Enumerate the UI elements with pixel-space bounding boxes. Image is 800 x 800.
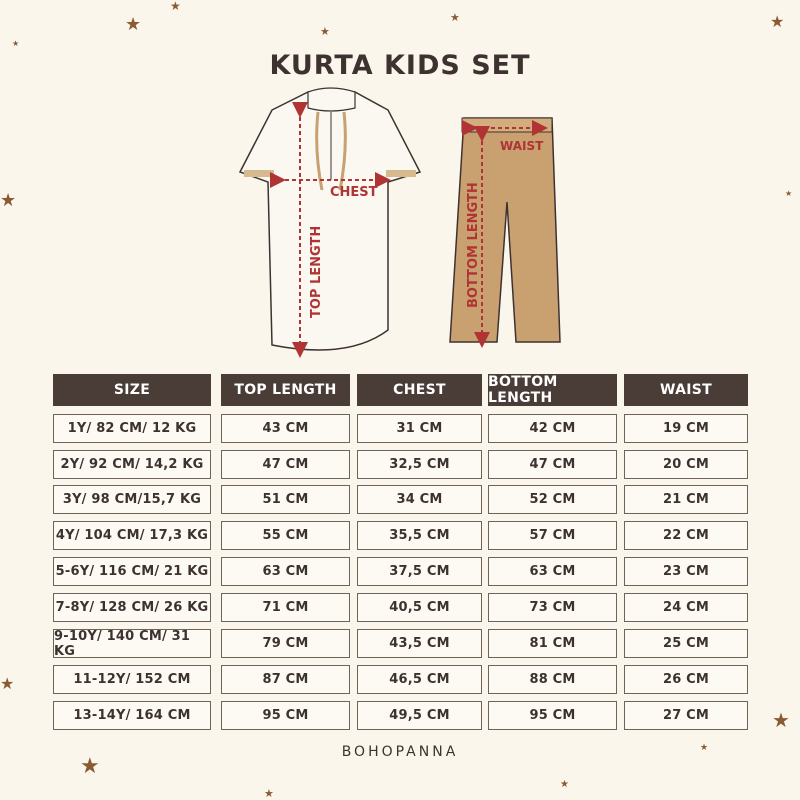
table-cell: 27 CM [624, 701, 748, 730]
table-cell: 42 CM [488, 414, 617, 443]
table-cell: 88 CM [488, 665, 617, 694]
table-cell: 34 CM [357, 485, 482, 514]
table-cell: 81 CM [488, 629, 617, 658]
table-cell: 24 CM [624, 593, 748, 622]
page-title: KURTA KIDS SET [269, 50, 531, 81]
table-cell: 46,5 CM [357, 665, 482, 694]
header-chest: CHEST [357, 374, 482, 406]
table-cell: 43,5 CM [357, 629, 482, 658]
table-cell: 3Y/ 98 CM/15,7 KG [53, 485, 211, 514]
chest-label: CHEST [330, 185, 378, 200]
star-icon: ★ [560, 779, 569, 790]
table-cell: 23 CM [624, 557, 748, 586]
table-cell: 71 CM [221, 593, 350, 622]
table-cell: 7-8Y/ 128 CM/ 26 KG [53, 593, 211, 622]
table-cell: 26 CM [624, 665, 748, 694]
table-cell: 95 CM [488, 701, 617, 730]
table-cell: 43 CM [221, 414, 350, 443]
waist-label: WAIST [500, 139, 544, 153]
kurta-illustration [240, 88, 420, 350]
table-cell: 52 CM [488, 485, 617, 514]
table-cell: 51 CM [221, 485, 350, 514]
table-cell: 63 CM [221, 557, 350, 586]
table-cell: 49,5 CM [357, 701, 482, 730]
star-icon: ★ [700, 743, 709, 753]
brand-name: BOHOPANNA [341, 744, 459, 760]
star-icon: ★ [450, 11, 460, 24]
table-cell: 40,5 CM [357, 593, 482, 622]
table-cell: 47 CM [221, 450, 350, 479]
table-cell: 25 CM [624, 629, 748, 658]
table-cell: 13-14Y/ 164 CM [53, 701, 211, 730]
table-cell: 32,5 CM [357, 450, 482, 479]
bottom-length-label: BOTTOM LENGTH [466, 182, 481, 308]
table-cell: 1Y/ 82 CM/ 12 KG [53, 414, 211, 443]
header-top-length: TOP LENGTH [221, 374, 350, 406]
table-cell: 73 CM [488, 593, 617, 622]
top-length-label: TOP LENGTH [309, 225, 324, 318]
star-icon: ★ [264, 787, 274, 800]
table-cell: 63 CM [488, 557, 617, 586]
table-cell: 79 CM [221, 629, 350, 658]
header-waist: WAIST [624, 374, 748, 406]
table-cell: 19 CM [624, 414, 748, 443]
star-icon: ★ [12, 39, 20, 48]
star-icon: ★ [770, 12, 785, 31]
table-cell: 2Y/ 92 CM/ 14,2 KG [53, 450, 211, 479]
table-cell: 4Y/ 104 CM/ 17,3 KG [53, 521, 211, 550]
star-icon: ★ [125, 14, 142, 35]
header-size: SIZE [53, 374, 211, 406]
table-cell: 57 CM [488, 521, 617, 550]
table-cell: 11-12Y/ 152 CM [53, 665, 211, 694]
table-cell: 21 CM [624, 485, 748, 514]
star-icon: ★ [170, 0, 181, 13]
table-cell: 9-10Y/ 140 CM/ 31 KG [53, 629, 211, 658]
table-cell: 37,5 CM [357, 557, 482, 586]
star-icon: ★ [320, 25, 330, 38]
table-cell: 22 CM [624, 521, 748, 550]
star-icon: ★ [772, 708, 790, 732]
table-cell: 5-6Y/ 116 CM/ 21 KG [53, 557, 211, 586]
table-cell: 35,5 CM [357, 521, 482, 550]
header-bottom-length: BOTTOM LENGTH [488, 374, 617, 406]
star-icon: ★ [0, 674, 15, 693]
table-cell: 31 CM [357, 414, 482, 443]
star-icon: ★ [785, 189, 793, 198]
table-cell: 20 CM [624, 450, 748, 479]
table-cell: 95 CM [221, 701, 350, 730]
table-cell: 47 CM [488, 450, 617, 479]
table-cell: 55 CM [221, 521, 350, 550]
star-icon: ★ [80, 754, 100, 779]
star-icon: ★ [0, 190, 17, 211]
kurta-set-illustration [0, 0, 800, 360]
table-cell: 87 CM [221, 665, 350, 694]
